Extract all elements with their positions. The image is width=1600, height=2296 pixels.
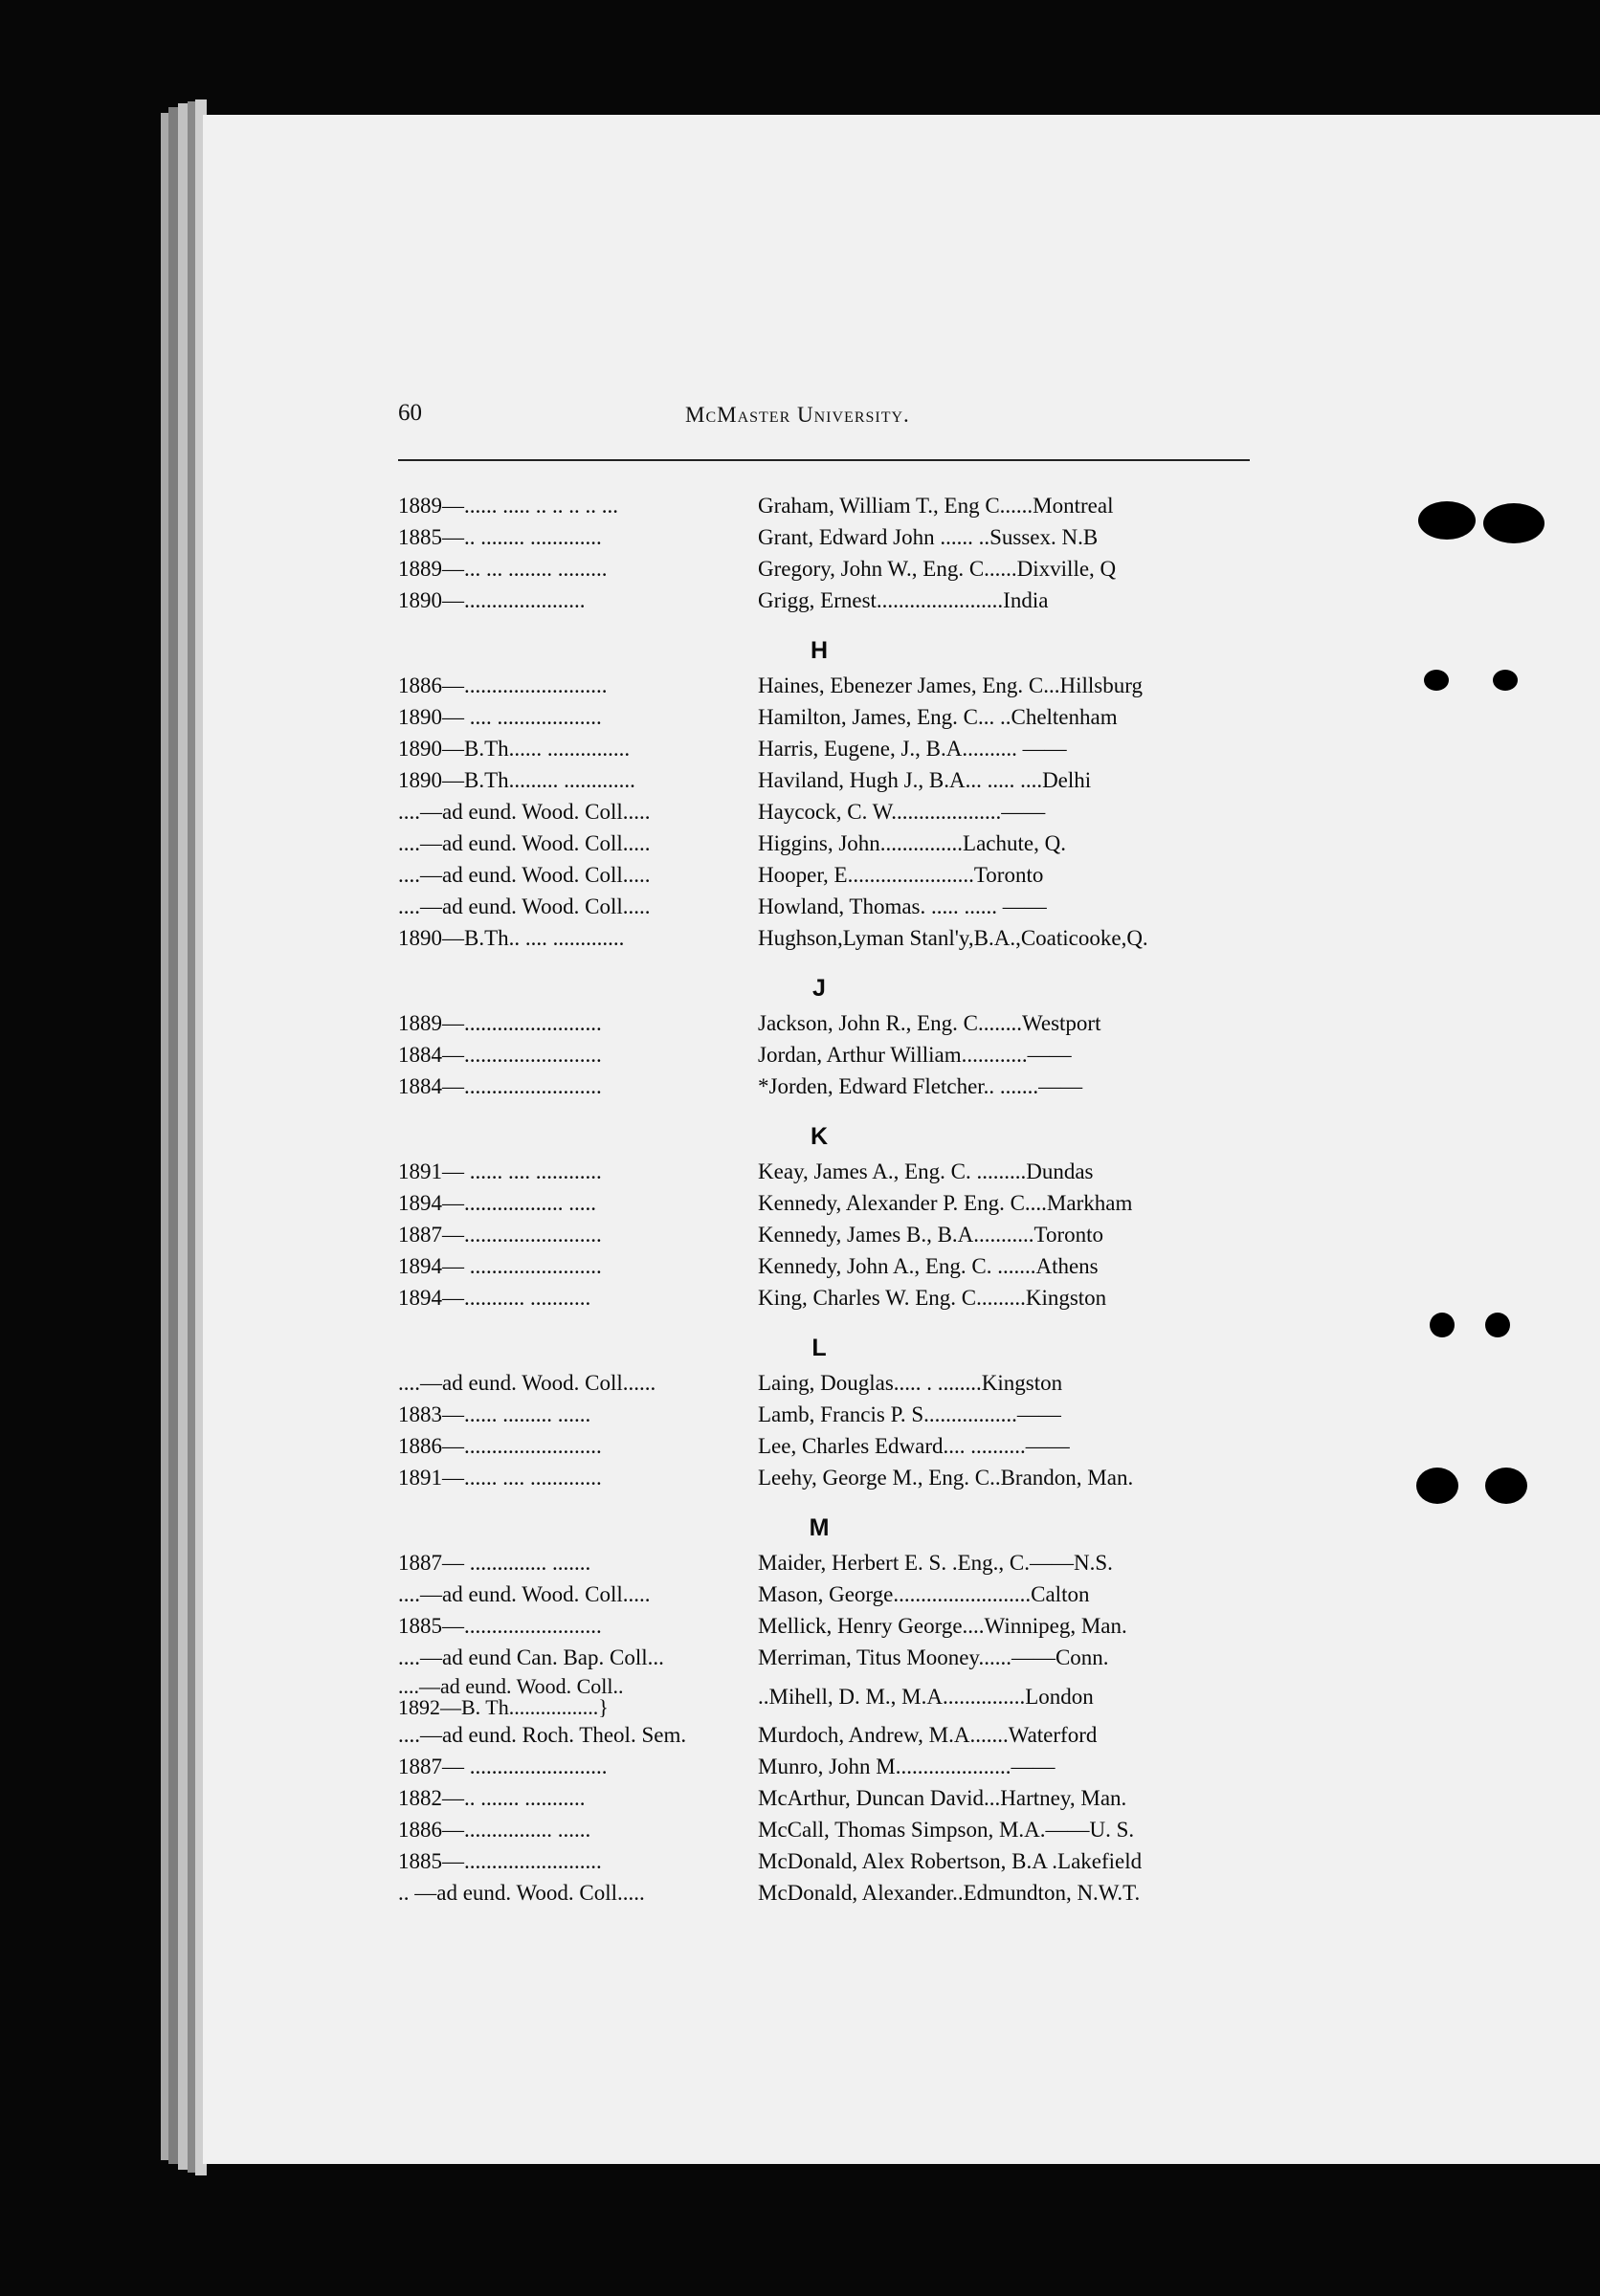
ink-blot [1430, 1313, 1455, 1337]
entry-year-degree: 1889—......................... [398, 1011, 602, 1035]
register-entry [398, 1156, 1259, 1187]
entry-name-location: Kennedy, James B., B.A...........Toronto [758, 1223, 1104, 1247]
entry-year-degree: 1890—...................... [398, 588, 586, 612]
entry-name-location: Kennedy, Alexander P. Eng. C....Markham [758, 1191, 1133, 1215]
register-entry [398, 1250, 1259, 1282]
register-entry [398, 670, 1259, 701]
running-title: McMaster University. [685, 403, 910, 427]
entry-year-degree: 1890—B.Th.. .... ............. [398, 926, 625, 950]
register-entry [398, 1462, 1259, 1493]
entry-name-location: Maider, Herbert E. S. .Eng., C.——N.S. [758, 1551, 1113, 1575]
entry-year-degree: 1882—.. ....... ........... [398, 1786, 586, 1810]
entry-year-degree: ....—ad eund. Wood. Coll..... [398, 800, 651, 824]
register-entry [398, 1751, 1259, 1782]
entry-year-degree: 1884—......................... [398, 1074, 602, 1098]
entry-name-location: Lee, Charles Edward.... ..........—— [758, 1434, 1070, 1458]
ink-blot [1416, 1468, 1458, 1504]
entry-name-location: Mason, George.........................Calton [758, 1582, 1090, 1606]
entry-name-location: Jackson, John R., Eng. C........Westport [758, 1011, 1101, 1035]
entry-name-location: Harris, Eugene, J., B.A.......... —— [758, 737, 1067, 761]
ink-blot [1485, 1313, 1510, 1337]
ink-blot [1493, 670, 1518, 691]
register-entry [398, 891, 1259, 922]
entry-year-degree: 1890—B.Th......... ............. [398, 768, 635, 792]
entry-name-location: Keay, James A., Eng. C. .........Dundas [758, 1159, 1094, 1183]
register-entry [398, 828, 1259, 859]
entry-name-location: McDonald, Alex Robertson, B.A .Lakefield [758, 1849, 1143, 1873]
entry-year-degree: 1890— .... ................... [398, 705, 602, 729]
entry-name-location: King, Charles W. Eng. C.........Kingston [758, 1286, 1107, 1310]
register-entry [398, 1578, 1259, 1610]
entry-year-degree: ....—ad eund. Wood. Coll...... [398, 1371, 656, 1395]
register-entry [398, 796, 1259, 828]
entry-name-location: Lamb, Francis P. S.................—— [758, 1402, 1061, 1426]
entry-name-location: Jordan, Arthur William............—— [758, 1043, 1072, 1067]
entry-year-degree: 1887— ......................... [398, 1755, 608, 1778]
entry-name-location: McArthur, Duncan David...Hartney, Man. [758, 1786, 1127, 1810]
register-entry [398, 859, 1259, 891]
section-gap [398, 1909, 1259, 1914]
register-entry [398, 585, 1259, 616]
page-edge [168, 107, 178, 2164]
entry-name-location: Hughson,Lyman Stanl'y,B.A.,Coaticooke,Q. [758, 926, 1148, 950]
register-entry [398, 1673, 1259, 1719]
entry-name-location: ..Mihell, D. M., M.A...............London [758, 1685, 1094, 1709]
ink-blot [1485, 1468, 1527, 1504]
entry-name-location: Higgins, John...............Lachute, Q. [758, 831, 1066, 855]
entry-name-location: Haycock, C. W....................—— [758, 800, 1046, 824]
entry-year-degree: ....—ad eund. Wood. Coll..... [398, 1582, 651, 1606]
entry-name-location: Hamilton, James, Eng. C... ..Cheltenham [758, 705, 1118, 729]
entry-year-degree: 1883—...... ......... ...... [398, 1402, 591, 1426]
entry-name-location: McCall, Thomas Simpson, M.A.——U. S. [758, 1818, 1135, 1842]
register-entry [398, 764, 1259, 796]
register-entry [398, 1282, 1259, 1314]
entry-name-location: McDonald, Alexander..Edmundton, N.W.T. [758, 1881, 1141, 1905]
entry-year-degree: 1891— ...... .... ............ [398, 1159, 602, 1183]
entry-year-degree: 1894—.................. ..... [398, 1191, 596, 1215]
register-entry [398, 1782, 1259, 1814]
register-entry [398, 1367, 1259, 1399]
section-letter: K [810, 1123, 829, 1150]
entry-year-degree: 1885—......................... [398, 1849, 602, 1873]
register-entry [398, 1187, 1259, 1219]
entry-name-location: Mellick, Henry George....Winnipeg, Man. [758, 1614, 1127, 1638]
register-entry [398, 1610, 1259, 1642]
entry-year-degree: 1885—......................... [398, 1614, 602, 1638]
register-entry [398, 1219, 1259, 1250]
entry-year-degree: 1894—........... ........... [398, 1286, 591, 1310]
entry-name-location: Merriman, Titus Mooney......——Conn. [758, 1645, 1109, 1669]
entry-name-location: Haviland, Hugh J., B.A... ..... ....Delhi [758, 768, 1092, 792]
entry-name-location: Haines, Ebenezer James, Eng. C...Hillsburg [758, 673, 1143, 697]
entry-year-degree: 1887—......................... [398, 1223, 602, 1247]
ink-blot [1418, 501, 1476, 540]
entry-name-location: Laing, Douglas..... . ........Kingston [758, 1371, 1063, 1395]
register-entry [398, 1430, 1259, 1462]
register-entry [398, 1845, 1259, 1877]
entry-year-degree: 1889—... ... ........ ......... [398, 557, 608, 581]
register-entry [398, 1071, 1259, 1102]
entry-year-degree: ....—ad eund. Roch. Theol. Sem. [398, 1723, 687, 1747]
register-entry [398, 1007, 1259, 1039]
entry-year-degree: 1887— .............. ....... [398, 1551, 591, 1575]
entry-year-degree: 1886—.......................... [398, 673, 608, 697]
entry-year-degree: 1891—...... .... ............. [398, 1466, 602, 1490]
register-entry [398, 553, 1259, 585]
entry-year-degree: 1894— ........................ [398, 1254, 602, 1278]
entry-year-degree: 1885—.. ........ ............. [398, 525, 602, 549]
register-entry [398, 1547, 1259, 1578]
section-letter: H [810, 637, 829, 664]
register-entry [398, 490, 1259, 521]
entry-year-degree: 1886—................ ...... [398, 1818, 591, 1842]
entry-year-degree: .. —ad eund. Wood. Coll..... [398, 1881, 645, 1905]
register-entry [398, 1877, 1259, 1909]
register-entry [398, 733, 1259, 764]
entry-year-degree: ....—ad eund Can. Bap. Coll... [398, 1645, 664, 1669]
register-entry [398, 701, 1259, 733]
entry-name-location: Kennedy, John A., Eng. C. .......Athens [758, 1254, 1099, 1278]
header-rule [398, 459, 1250, 461]
entry-year-degree: ....—ad eund. Wood. Coll..... [398, 863, 651, 887]
entry-name-location: Gregory, John W., Eng. C......Dixville, Q [758, 557, 1117, 581]
register-entry [398, 1814, 1259, 1845]
entry-year-degree: 1889—...... ..... .. .. .. .. ... [398, 494, 618, 518]
entry-name-location: *Jorden, Edward Fletcher.. .......—— [758, 1074, 1083, 1098]
register-entry [398, 1039, 1259, 1071]
entry-year-degree: ....—ad eund. Wood. Coll.. 1892—B. Th.................} [398, 1676, 624, 1718]
entry-name-location: Grant, Edward John ...... ..Sussex. N.B [758, 525, 1099, 549]
entry-name-location: Graham, William T., Eng C......Montreal [758, 494, 1114, 518]
register-list [398, 490, 1259, 1914]
section-letter: J [812, 975, 826, 1002]
entry-year-degree: ....—ad eund. Wood. Coll..... [398, 831, 651, 855]
page-header [398, 400, 1256, 434]
entry-year-degree: 1890—B.Th...... ............... [398, 737, 631, 761]
section-letter: M [809, 1514, 830, 1541]
section-letter: L [811, 1335, 827, 1361]
register-entry [398, 521, 1259, 553]
entry-name-location: Howland, Thomas. ..... ...... —— [758, 894, 1047, 918]
entry-name-location: Munro, John M.....................—— [758, 1755, 1056, 1778]
entry-name-location: Murdoch, Andrew, M.A.......Waterford [758, 1723, 1098, 1747]
entry-year-degree: 1886—......................... [398, 1434, 602, 1458]
ink-blot [1483, 503, 1544, 543]
ink-blot [1424, 670, 1449, 691]
entry-name-location: Hooper, E.......................Toronto [758, 863, 1044, 887]
register-entry [398, 1642, 1259, 1673]
entry-year-degree: 1884—......................... [398, 1043, 602, 1067]
page-number: 60 [398, 400, 422, 426]
entry-year-degree: ....—ad eund. Wood. Coll..... [398, 894, 651, 918]
register-entry [398, 1719, 1259, 1751]
register-entry [398, 922, 1259, 954]
register-entry [398, 1399, 1259, 1430]
entry-name-location: Grigg, Ernest.......................India [758, 588, 1049, 612]
entry-name-location: Leehy, George M., Eng. C..Brandon, Man. [758, 1466, 1134, 1490]
